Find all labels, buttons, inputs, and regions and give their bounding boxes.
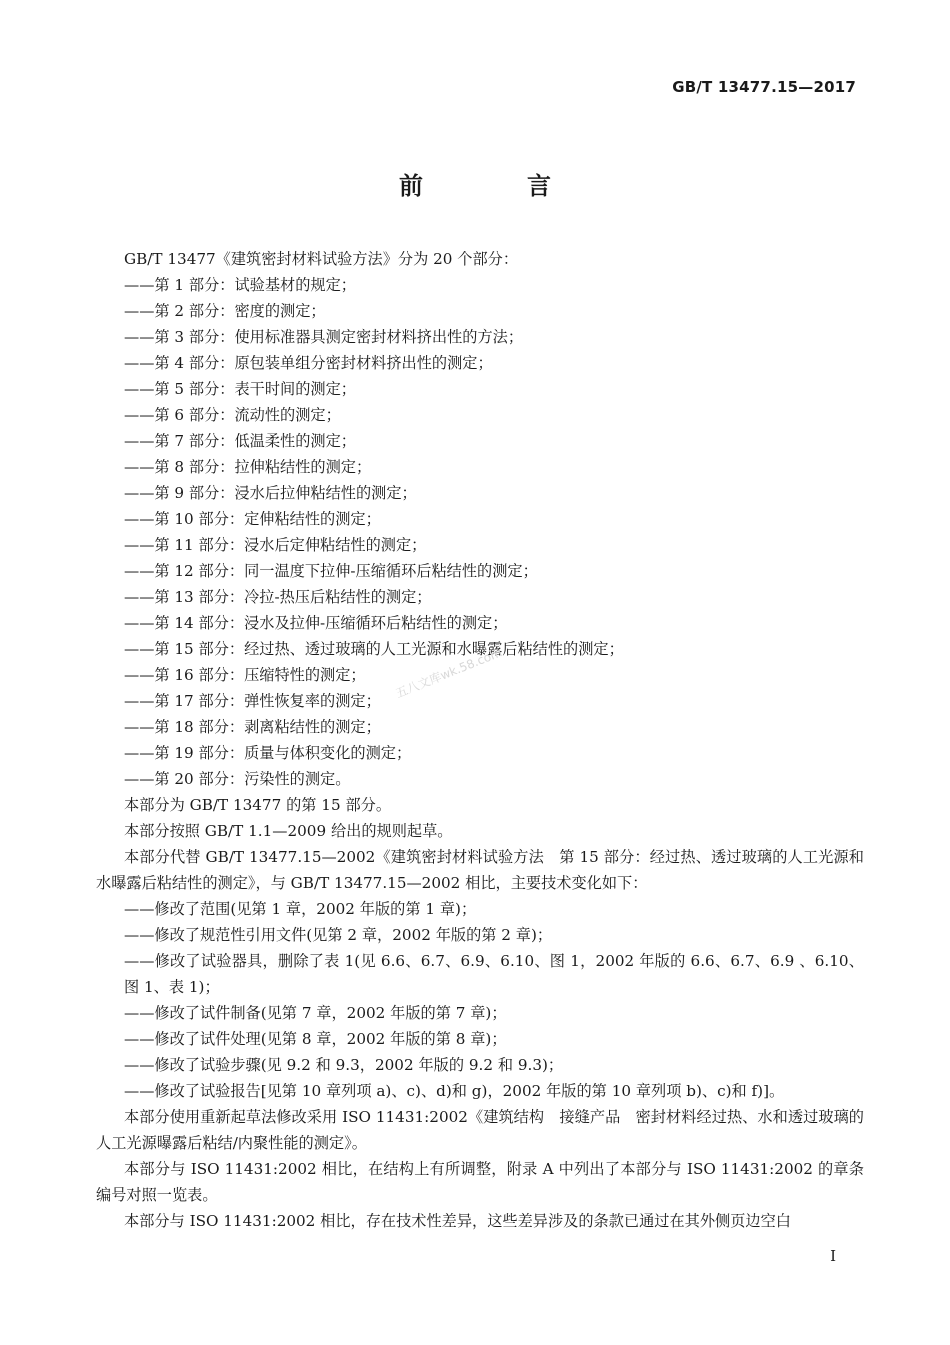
list-item: ——第 19 部分：质量与体积变化的测定； (124, 744, 412, 762)
list-item: ——修改了范围(见第 1 章，2002 年版的第 1 章)； (124, 900, 477, 918)
list-item: ——第 7 部分：低温柔性的测定； (124, 432, 356, 450)
list-item: ——第 16 部分：压缩特性的测定； (124, 666, 366, 684)
standard-code: GB/T 13477.15—2017 (672, 78, 856, 96)
list-item: ——第 12 部分：同一温度下拉伸-压缩循环后粘结性的测定； (124, 562, 538, 580)
list-item: ——第 18 部分：剥离粘结性的测定； (124, 718, 381, 736)
list-item: ——第 14 部分：浸水及拉伸-压缩循环后粘结性的测定； (124, 614, 508, 632)
list-item: ——修改了试验步骤(见 9.2 和 9.3，2002 年版的 9.2 和 9.3)； (124, 1056, 564, 1074)
list-item: ——修改了试验器具，删除了表 1(见 6.6、6.7、6.9、6.10、图 1，2002 年版的 6.6、6.7、6.9 、6.10、图 1、表 1)； (124, 952, 864, 996)
page-title: 前 言 (399, 172, 591, 200)
list-item: ——修改了试验报告[见第 10 章列项 a)、c)、d)和 g)，2002 年版的第 10 章列项 b)、c)和 f)]。 (124, 1082, 785, 1100)
list-item: ——修改了试件制备(见第 7 章，2002 年版的第 7 章)； (124, 1004, 507, 1022)
list-item: ——第 2 部分：密度的测定； (124, 302, 326, 320)
watermark: 五八文库wk.58.com (393, 645, 504, 701)
parts-list (96, 272, 864, 792)
intro-paragraph: GB/T 13477《建筑密封材料试验方法》分为 20 个部分： (124, 250, 519, 268)
list-item: ——第 4 部分：原包装单组分密封材料挤出性的测定； (124, 354, 493, 372)
list-item: ——第 6 部分：流动性的测定； (124, 406, 341, 424)
page-number: I (830, 1247, 836, 1265)
statement-tech: 本部分与 ISO 11431:2002 相比，存在技术性差异，这些差异涉及的条款已通过在其外侧页边空白 (124, 1212, 791, 1230)
list-item: ——第 13 部分：冷拉-热压后粘结性的测定； (124, 588, 432, 606)
changes-list (96, 896, 864, 1104)
list-item: ——修改了规范性引用文件(见第 2 章，2002 年版的第 2 章)； (124, 926, 553, 944)
statement-part: 本部分为 GB/T 13477 的第 15 部分。 (124, 796, 392, 814)
list-item: ——修改了试件处理(见第 8 章，2002 年版的第 8 章)； (124, 1030, 507, 1048)
list-item: ——第 10 部分：定伸粘结性的测定； (124, 510, 381, 528)
statement-replace: 本部分代替 GB/T 13477.15—2002《建筑密封材料试验方法 第 15 部分：经过热、透过玻璃的人工光源和水曝露后粘结性的测定》，与 GB/T 13477.15—2002 相比，主要技术变化如下： (96, 848, 864, 892)
list-item: ——第 1 部分：试验基材的规定； (124, 276, 356, 294)
list-item: ——第 3 部分：使用标准器具测定密封材料挤出性的方法； (124, 328, 524, 346)
document-body (96, 246, 864, 1234)
list-item: ——第 20 部分：污染性的测定。 (124, 770, 351, 788)
list-item: ——第 15 部分：经过热、透过玻璃的人工光源和水曝露后粘结性的测定； (124, 640, 624, 658)
list-item: ——第 8 部分：拉伸粘结性的测定； (124, 458, 372, 476)
statement-structure: 本部分与 ISO 11431:2002 相比，在结构上有所调整，附录 A 中列出了本部分与 ISO 11431:2002 的章条编号对照一览表。 (96, 1160, 864, 1204)
statement-iso: 本部分使用重新起草法修改采用 ISO 11431:2002《建筑结构 接缝产品 密封材料经过热、水和透过玻璃的人工光源曝露后粘结/内聚性能的测定》。 (96, 1108, 864, 1152)
statement-rules: 本部分按照 GB/T 1.1—2009 给出的规则起草。 (124, 822, 453, 840)
list-item: ——第 5 部分：表干时间的测定； (124, 380, 356, 398)
list-item: ——第 11 部分：浸水后定伸粘结性的测定； (124, 536, 427, 554)
list-item: ——第 9 部分：浸水后拉伸粘结性的测定； (124, 484, 417, 502)
list-item: ——第 17 部分：弹性恢复率的测定； (124, 692, 381, 710)
